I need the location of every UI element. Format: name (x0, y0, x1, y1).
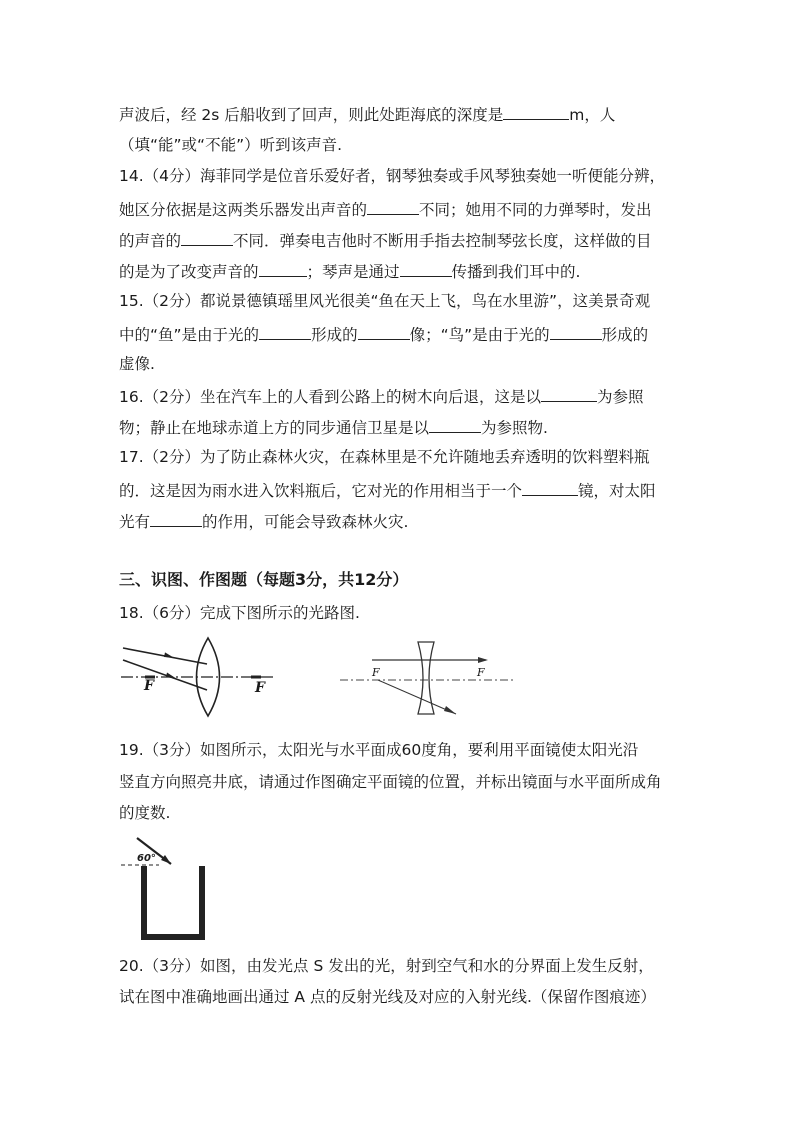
q14-line-1 (119, 166, 665, 186)
q16-text-2b: 为参照物. (481, 419, 548, 437)
focus-label-right: F (477, 666, 485, 679)
q16-text-1b: 为参照 (597, 388, 644, 406)
answer-blank[interactable] (541, 385, 597, 402)
q16-line-1 (119, 385, 644, 407)
q13-text-unit: m，人 (569, 106, 616, 124)
angle-label: 60° (137, 853, 156, 864)
answer-blank[interactable] (367, 198, 419, 215)
q16-text-2a: 物；静止在地球赤道上方的同步通信卫星是以 (119, 419, 430, 437)
q14-line-2 (119, 198, 652, 220)
q14-text-3b: 不同．弹奏电吉他时不断用手指去控制琴弦长度，这样做的目 (233, 232, 652, 250)
q15-text-1: 15.（2分）都说景德镇瑶里风光很美“鱼在天上飞，鸟在水里游”，这美景奇观 (119, 292, 651, 310)
answer-blank[interactable] (150, 510, 202, 527)
q20-line-1 (119, 956, 654, 976)
q14-text-3a: 的声音的 (119, 232, 182, 250)
well-right-wall (199, 866, 205, 940)
incident-ray-through-focus (123, 660, 207, 690)
well-bottom (141, 934, 205, 940)
q17-line-3 (119, 510, 408, 532)
q13-text-2: （填“能”或“不能”）听到该声音. (119, 136, 343, 154)
q15-line-1 (119, 291, 650, 311)
q15-text-2b: 形成的 (311, 326, 358, 344)
concave-lens-diagram (338, 640, 520, 718)
well-diagram (119, 832, 215, 944)
answer-blank[interactable] (358, 323, 410, 340)
answer-blank[interactable] (522, 479, 578, 496)
q19-text-2: 竖直方向照亮井底，请通过作图确定平面镜的位置，并标出镜面与水平面所成角 (119, 773, 662, 791)
q14-line-4 (119, 260, 580, 282)
q14-text-2a: 她区分依据是这两类乐器发出声音的 (119, 201, 368, 219)
q19-line-1 (119, 740, 638, 760)
q19-text-1: 19.（3分）如图所示，太阳光与水平面成60度角，要利用平面镜使太阳光沿 (119, 741, 639, 759)
section-heading: 三、识图、作图题（每题3分，共12分） (119, 570, 409, 589)
q17-text-3b: 的作用，可能会导致森林火灾. (202, 513, 409, 531)
q19-line-2 (119, 772, 662, 792)
q14-text-4c: 传播到我们耳中的. (451, 263, 581, 281)
q14-line-3 (119, 229, 652, 251)
answer-blank[interactable] (550, 323, 602, 340)
arrow-head (164, 652, 174, 657)
q15-text-2c: 像；“鸟”是由于光的 (409, 326, 550, 344)
q13-text-1: 声波后，经 2s 后船收到了回声，则此处距海底的深度是 (119, 106, 504, 124)
incident-ray-toward-focus (378, 680, 456, 714)
q17-line-2 (119, 479, 656, 501)
q15-line-3 (119, 354, 155, 374)
well-left-wall (141, 866, 147, 940)
q13-line-1 (119, 103, 615, 125)
q17-text-2a: 的．这是因为雨水进入饮料瓶后，它对光的作用相当于一个 (119, 482, 523, 500)
answer-blank[interactable] (259, 323, 311, 340)
q15-text-2d: 形成的 (601, 326, 649, 344)
q18-text: 18.（6分）完成下图所示的光路图. (119, 604, 360, 622)
q16-line-2 (119, 416, 548, 438)
q14-text-2b: 不同；她用不同的力弹琴时，发出 (419, 201, 652, 219)
answer-blank[interactable] (181, 229, 233, 246)
q17-text-2b: 镜，对太阳 (578, 482, 656, 500)
answer-blank[interactable] (400, 260, 452, 277)
focus-label-right: F (255, 680, 265, 696)
q14-text-4b: ；琴声是通过 (306, 263, 400, 281)
q17-text-3a: 光有 (119, 513, 151, 531)
answer-blank[interactable] (259, 260, 307, 277)
focus-label-left: F (372, 666, 380, 679)
q20-text-1: 20.（3分）如图，由发光点 S 发出的光，射到空气和水的分界面上发生反射， (119, 957, 654, 975)
q17-text-1: 17.（2分）为了防止森林火灾，在森林里是不允许随地丢弃透明的饮料塑料瓶 (119, 448, 650, 466)
q16-text-1a: 16.（2分）坐在汽车上的人看到公路上的树木向后退，这是以 (119, 388, 542, 406)
focus-label-left: F (144, 678, 154, 694)
arrow-head (444, 706, 456, 714)
q20-line-2 (119, 987, 656, 1007)
q20-text-2: 试在图中准确地画出通过 A 点的反射光线及对应的入射光线.（保留作图痕迹） (119, 988, 656, 1006)
q13-line-2 (119, 135, 342, 155)
q14-text-1: 14.（4分）海菲同学是位音乐爱好者，钢琴独奏或手风琴独奏她一听便能分辨， (119, 167, 666, 185)
q15-text-3: 虚像. (119, 355, 155, 373)
q14-text-4a: 的是为了改变声音的 (119, 263, 259, 281)
q19-line-3 (119, 803, 170, 823)
answer-blank[interactable] (429, 416, 481, 433)
answer-blank[interactable] (503, 103, 569, 120)
convex-lens-diagram (119, 632, 279, 722)
q15-line-2 (119, 323, 648, 345)
q17-line-1 (119, 447, 650, 467)
q18-line-1 (119, 603, 360, 623)
q15-text-2a: 中的“鱼”是由于光的 (119, 326, 260, 344)
q19-text-3: 的度数. (119, 804, 171, 822)
